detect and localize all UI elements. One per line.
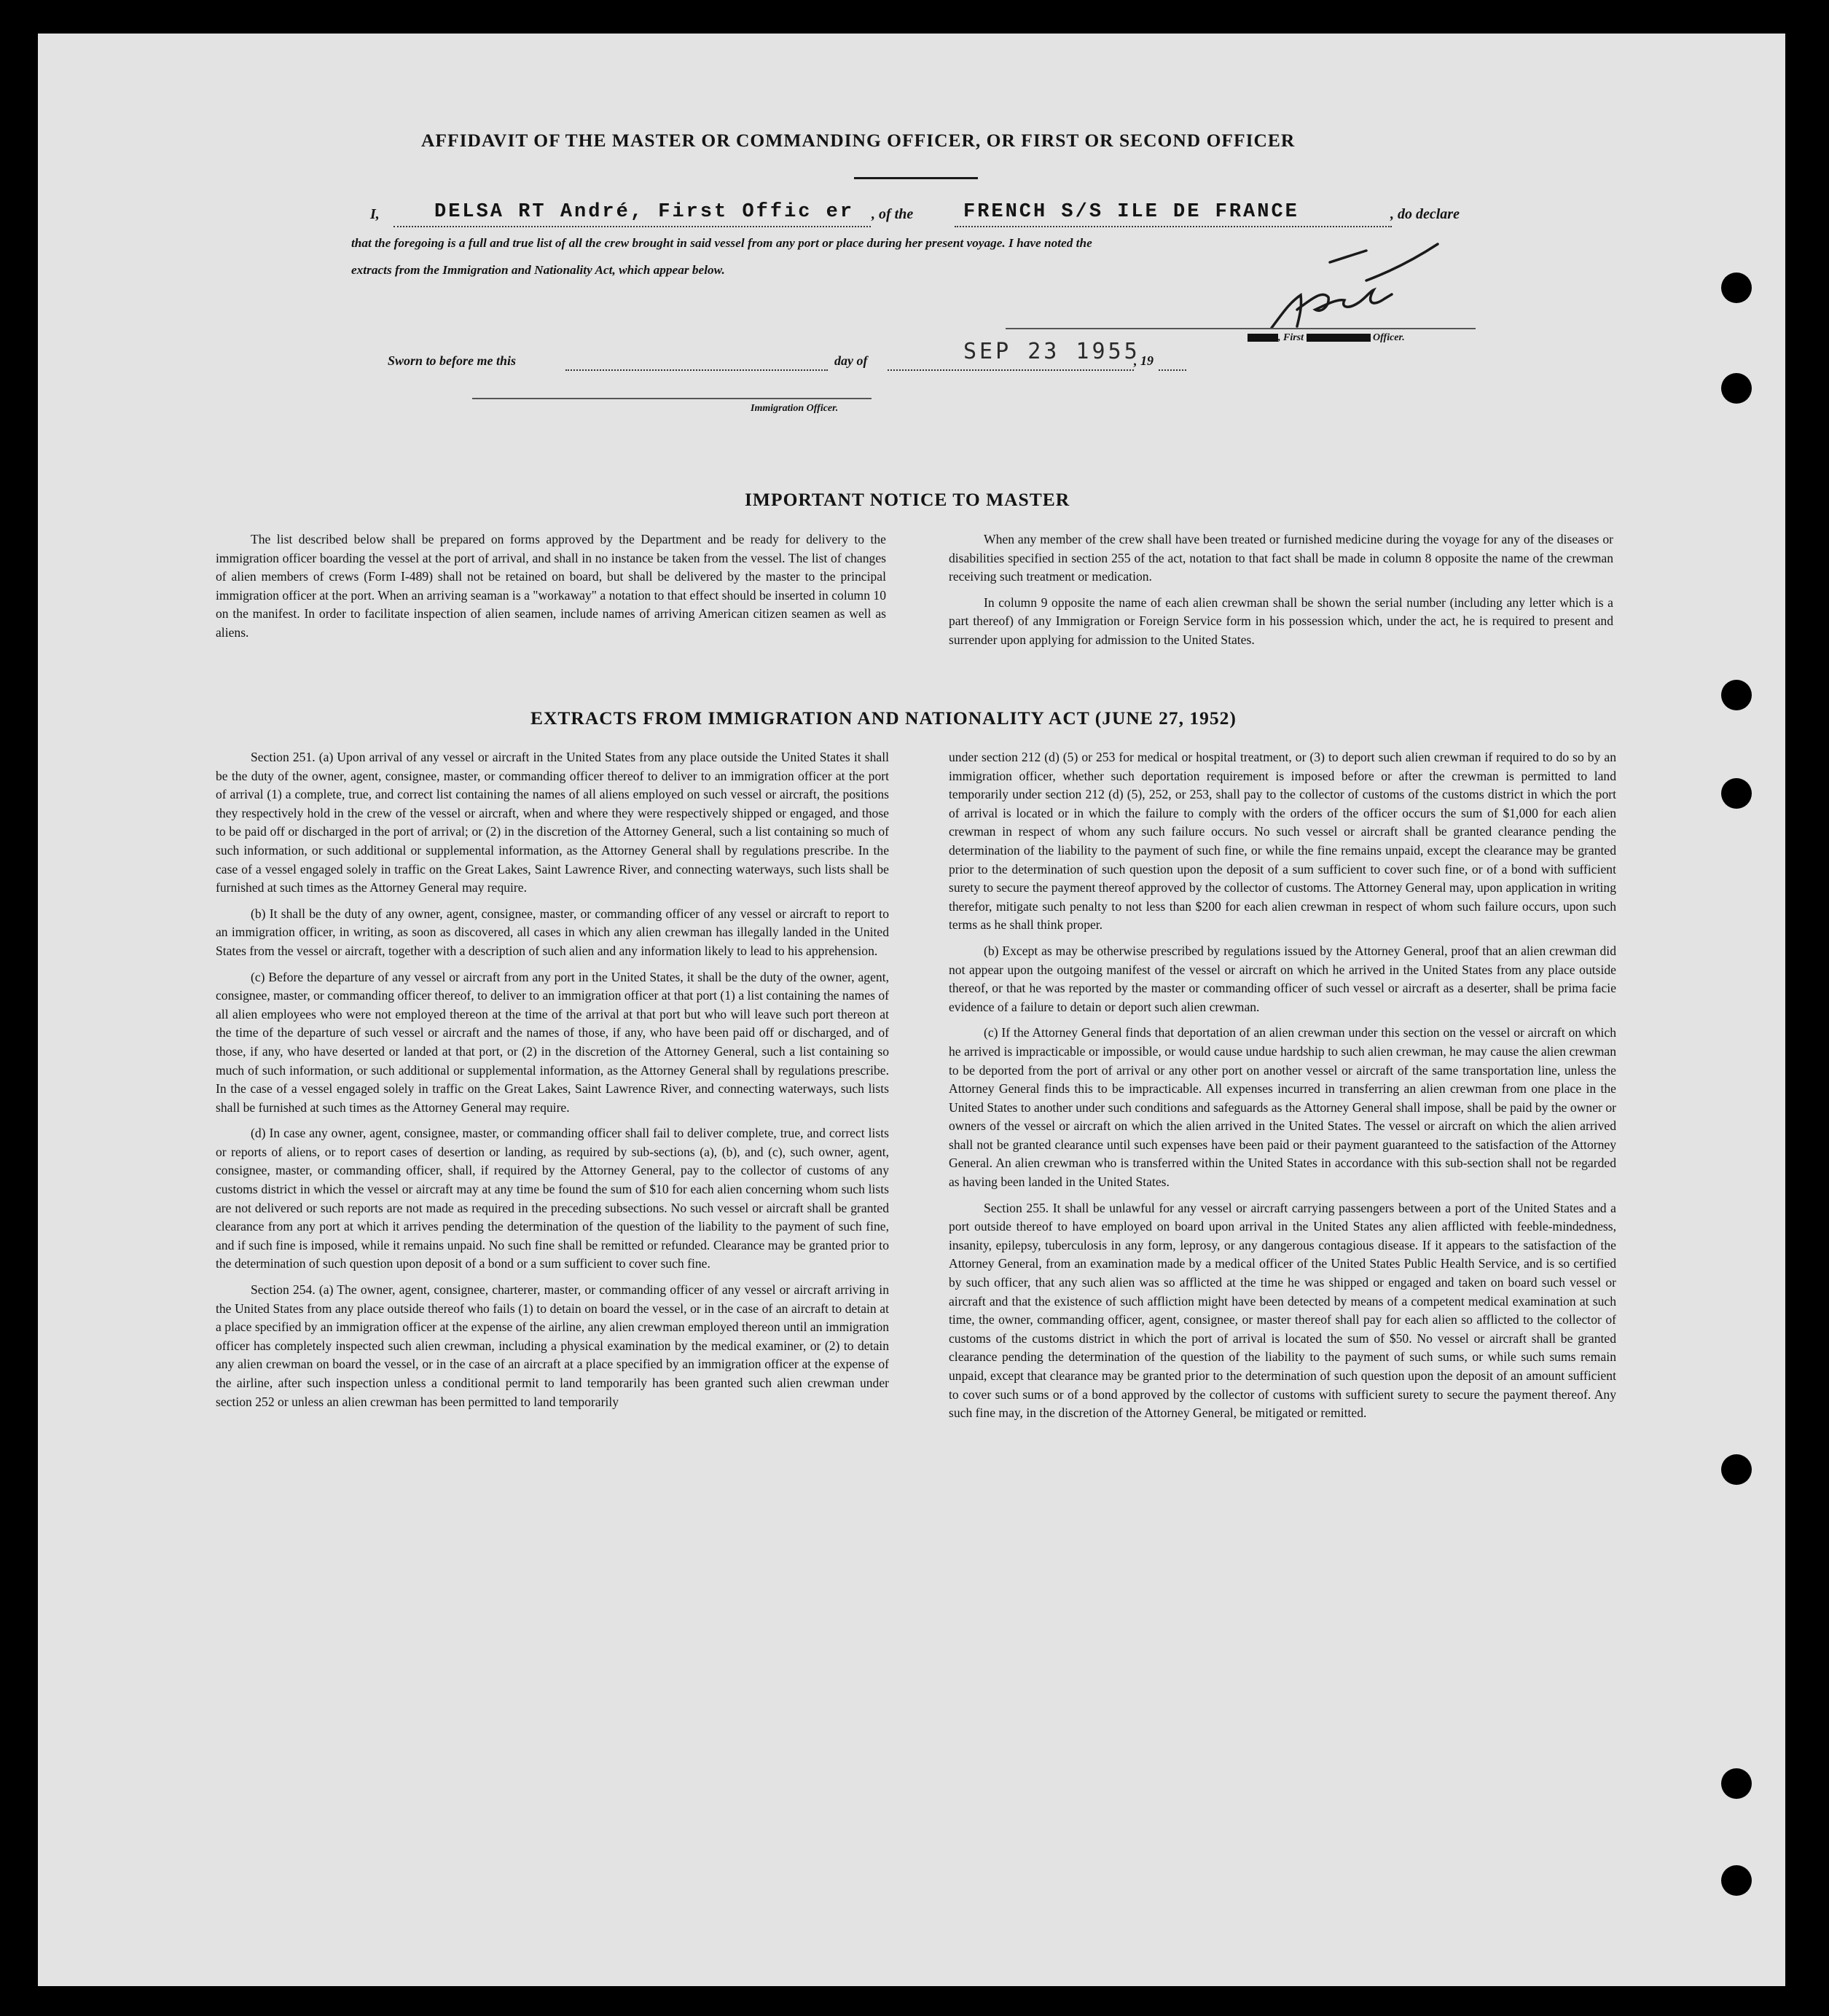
redaction-bar: [1248, 334, 1278, 342]
notice-paragraph: When any member of the crew shall have been treated or furnished medicine during the voyage for any of the diseases or disabilities specified in section 255 of the act, notation to that fact shall be made in column 8 opposite the name of the crewman receiving such treatment or medication.: [949, 532, 1613, 584]
sworn-month-line: [888, 369, 1134, 371]
day-of-label: day of: [834, 353, 868, 368]
notice-paragraph: The list described below shall be prepared on forms approved by the Department and be ready for delivery to the immigration officer boarding the vessel at the port of arrival, and shall in no instance be taken from the vessel. The list of changes of alien members of crews (Form I-489) shall not be retained on board, but shall be delivered by the master to the principal immigration officer at the port. When an arriving seaman is a "workaway" a notation to that effect should be inserted in column 10 on the manifest. In order to facilitate inspection of alien seamen, include names of arriving American citizen seamen as well as aliens.: [216, 532, 886, 640]
extracts-right-column: [949, 748, 1616, 1430]
act-section-paragraph: (b) Except as may be otherwise prescribed by regulations issued by the Attorney General, proof that an alien crewman did not appear upon the outgoing manifest of the vessel or aircraft on which he arrived in the United States from any place outside thereof, or that he was reported by the master or commanding officer of such vessel or aircraft as a deserter, shall be prima facie evidence of a failure to detain or deport such alien crewman.: [949, 943, 1616, 1014]
i-label: I,: [370, 206, 380, 222]
vessel-name: FRENCH S/S ILE DE FRANCE: [963, 201, 1299, 223]
notice-right-column: [949, 530, 1613, 657]
binder-hole-3: [1721, 680, 1752, 710]
act-section-paragraph: Section 251. (a) Upon arrival of any vessel or aircraft in the United States from any place outside the United States it shall be the duty of the owner, agent, consignee, master, or commanding officer thereof to deliver to an immigration officer at the port of arrival (1) a complete, true, and correct list containing the names of all aliens employed on such vessel or aircraft, the positions they respectively hold in the crew of the vessel or aircraft, when and where they were respectively shipped or engaged, and those to be paid off or discharged in the port of arrival; or (2) in the discretion of the Attorney General, such a list containing so much of such information, or such additional or supplemental information, as the Attorney General shall by regulations prescribe. In the case of a vessel engaged solely in traffic on the Great Lakes, Saint Lawrence River, and connecting waterways, such lists shall be furnished at such times as the Attorney General may require.: [216, 750, 889, 895]
signature-line: [1006, 328, 1476, 329]
vessel-name-line: [955, 226, 1392, 227]
sworn-date-stamp: SEP 23 1955: [963, 339, 1140, 364]
act-section-paragraph: (b) It shall be the duty of any owner, agent, consignee, master, or commanding officer of any vessel or aircraft to report to an immigration officer, in writing, as soon as discovered, all cases in which any alien crewman has illegally landed in the United States from the vessel or aircraft, together with a description of such alien and any information likely to lead to his apprehension.: [216, 906, 889, 958]
binder-hole-7: [1721, 1865, 1752, 1896]
officer-name-line: [393, 226, 871, 227]
signature-caption-officer: Officer.: [1373, 332, 1405, 343]
affidavit-title: AFFIDAVIT OF THE MASTER OR COMMANDING OFFICER, OR FIRST OR SECOND OFFICER: [421, 130, 1296, 151]
signature-image: [1257, 240, 1439, 335]
declare-label: , do declare: [1390, 206, 1460, 222]
signature-caption-first: , First: [1278, 332, 1304, 343]
notice-title: IMPORTANT NOTICE TO MASTER: [745, 489, 1070, 510]
act-section-paragraph: (c) Before the departure of any vessel or aircraft from any port in the United States, it shall be the duty of the owner, agent, consignee, master, or commanding officer thereof, to deliver to an immigration officer at that port (1) a list containing the names of all alien employees who were not employed thereon at the time of the arrival at that port but who will leave such port thereon at the time of the departure of such vessel or aircraft and the names of those, if any, who have been paid off or discharged, and of those, if any, who have deserted or landed at that port, or (2) in the discretion of the Attorney General, such a list containing so much of such information, or such additional or supplemental information, as the Attorney General shall by regulations prescribe. In the case of a vessel engaged solely in traffic on the Great Lakes, Saint Lawrence River, and connecting waterways, such lists shall be furnished at such times as the Attorney General may require.: [216, 969, 889, 1115]
sworn-day-line: [565, 369, 828, 371]
extracts-left-column: [216, 748, 889, 1419]
extracts-title: EXTRACTS FROM IMMIGRATION AND NATIONALITY ACT (JUNE 27, 1952): [530, 707, 1237, 729]
immigration-officer-line: [472, 398, 872, 399]
redaction-bar: [1307, 334, 1371, 342]
year-label: , 19: [1134, 353, 1154, 368]
declaration-line-2: extracts from the Immigration and Nationality Act, which appear below.: [351, 263, 725, 277]
officer-name: DELSA RT André, First Offic er: [434, 201, 855, 223]
act-section-paragraph: (c) If the Attorney General finds that deportation of an alien crewman under this section on the vessel or aircraft on which he arrived is impracticable or impossible, or would cause undue hardship to such alien crewman, he may cause the alien crewman to be deported from the port of arrival or any other port on another vessel or aircraft of the same transportation line, unless the Attorney General finds this to be impracticable. All expenses incurred in transferring an alien crewman from one place in the United States to another under such conditions and safeguards as the Attorney General shall impose, shall be paid by the owner or owners of the vessel or aircraft on which the alien arrived in the United States. The vessel or aircraft on which the alien arrived shall not be granted clearance until such expenses have been paid or their payment guaranteed to the satisfaction of the Attorney General. An alien crewman who is transferred within the United States in accordance with this sub-section shall not be regarded as having been landed in the United States.: [949, 1025, 1616, 1190]
act-section-paragraph: under section 212 (d) (5) or 253 for medical or hospital treatment, or (3) to deport such alien crewman if required to do so by an immigration officer, whether such deportation requirement is imposed before or after the crewman is permitted to land temporarily under section 212 (d) (5), 252, or 253, shall pay to the collector of customs of the customs district in which the port of arrival is located or in which the failure to comply with the orders of the officer occurs the sum of $1,000 for each alien crewman in respect of whom any such failure occurs. No such vessel or aircraft shall be granted clearance pending the determination of the liability to the payment of such fine, or while the fine remains unpaid, except the clearance may be granted prior to the determination of such question upon the deposit of a sum sufficient to cover such fine, or of a bond with sufficient surety to secure the payment thereof approved by the collector of customs. The Attorney General may, upon application in writing therefor, mitigate such penalty to not less than $200 for each alien crewman in respect of whom such failure occurs, upon such terms as he shall think proper.: [949, 750, 1616, 933]
sworn-year-line: [1159, 369, 1186, 371]
binder-hole-2: [1721, 373, 1752, 404]
binder-hole-5: [1721, 1454, 1752, 1485]
binder-hole-1: [1721, 272, 1752, 303]
declaration-line-1: that the foregoing is a full and true list of all the crew brought in said vessel from any port or place during her present voyage. I have noted the: [351, 236, 1092, 250]
act-section-paragraph: Section 255. It shall be unlawful for any vessel or aircraft carrying passengers between a port of the United States and a port outside thereof to have employed on board upon arrival in the United States any alien afflicted with feeble-mindedness, insanity, epilepsy, tuberculosis in any form, leprosy, or any dangerous contagious disease. If it appears to the satisfaction of the Attorney General, from an examination made by a medical officer of the United States Public Health Service, and is so certified by such officer, that any such alien was so afflicted at the time he was shipped or engaged and taken on board such vessel or aircraft and that the existence of such affliction might have been detected by means of a competent medical examination at such time, the owner, commanding officer, agent, consignee, or master thereof shall pay for each alien so afflicted to the collector of customs of the customs district in which the port of arrival is located the sum of $50. No vessel or aircraft shall be granted clearance pending the determination of the question of the liability to the payment of such sums, or while such sums remain unpaid, except that clearance may be granted prior to the determination of such question upon the deposit of an amount sufficient to cover such sums or of a bond approved by the collector of customs with sufficient surety to secure the payment thereof. Any such fine may, in the discretion of the Attorney General, be mitigated or remitted.: [949, 1200, 1616, 1421]
act-section-paragraph: Section 254. (a) The owner, agent, consignee, charterer, master, or commanding officer of any vessel or aircraft arriving in the United States from any place outside thereof who fails (1) to detain on board the vessel, or in the case of an aircraft to detain at a place specified by an immigration officer at the expense of the airline, any alien crewman employed thereon until an immigration officer has completely inspected such alien crewman, including a physical examination by the medical examiner, or (2) to detain any alien crewman on board the vessel, or in the case of an aircraft at a place specified by an immigration officer at the expense of the airline, after such inspection unless a conditional permit to land temporarily has been granted such alien crewman under section 252 or unless an alien crewman has been permitted to land temporarily: [216, 1282, 889, 1409]
title-divider: [854, 177, 978, 179]
signature-caption: [1248, 332, 1405, 344]
notice-paragraph: In column 9 opposite the name of each alien crewman shall be shown the serial number (including any letter which is a part thereof) of any Immigration or Foreign Service form in his possession which, under the act, he is required to present and surrender upon applying for admission to the United States.: [949, 595, 1613, 647]
binder-hole-4: [1721, 778, 1752, 809]
binder-hole-6: [1721, 1768, 1752, 1799]
notice-left-column: [216, 530, 886, 650]
of-the-label: , of the: [872, 206, 914, 222]
sworn-label: Sworn to before me this: [388, 353, 517, 368]
act-section-paragraph: (d) In case any owner, agent, consignee, master, or commanding officer shall fail to deliver complete, true, and correct lists or reports of aliens, or to report cases of desertion or landing, as required by sub-sections (a), (b), and (c), such owner, agent, consignee, master, or commanding officer, shall, if required by the Attorney General, pay to the collector of customs of any customs district in which the vessel or aircraft may at any time be found the sum of $10 for each alien concerning whom such lists are not delivered or such reports are not made as required in the preceding subsections. No such vessel or aircraft shall be granted clearance from any port at which it arrives pending the determination of the question of the liability to the payment of such fine, and if such fine is imposed, while it remains unpaid. No such fine shall be remitted or refunded. Clearance may be granted prior to the determination of such question upon deposit of a bond or a sum sufficient to cover such fine.: [216, 1126, 889, 1271]
immigration-officer-caption: Immigration Officer.: [751, 403, 839, 414]
